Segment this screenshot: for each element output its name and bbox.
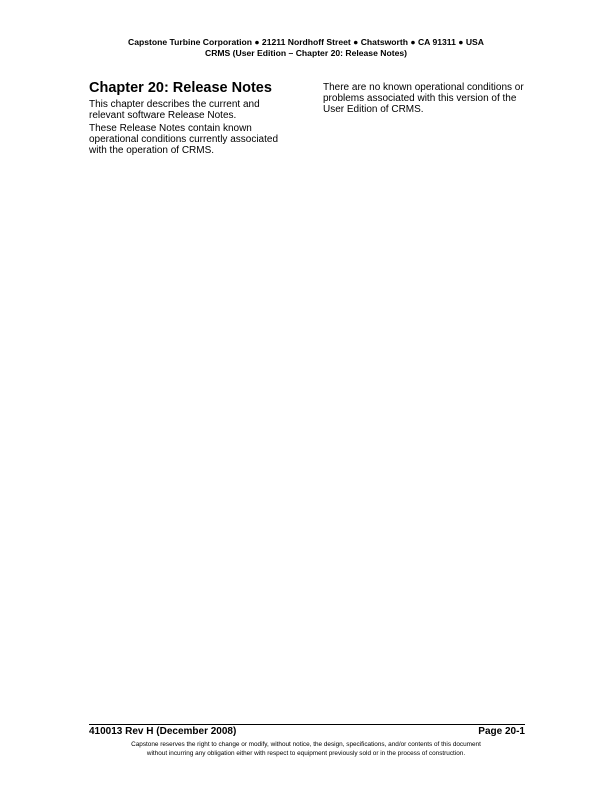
release-notes-paragraph: These Release Notes contain known operational conditions currently associated with the operation of CRMS.: [89, 123, 278, 156]
header-document-title: CRMS (User Edition – Chapter 20: Release Notes): [204, 48, 407, 58]
known-conditions-paragraph: There are no known operational conditions or problems associated with this version of the User Edition of CRMS.: [323, 82, 524, 115]
page-footer: [89, 726, 525, 738]
intro-paragraph: This chapter describes the current and relevant software Release Notes.: [89, 99, 260, 121]
disclaimer-line-2: without incurring any obligation either with respect to equipment previously sold or in the process of construction.: [146, 750, 466, 757]
header-company-address: Capstone Turbine Corporation ● 21211 Nordhoff Street ● Chatsworth ● CA 91311 ● USA: [128, 37, 484, 47]
left-column: [89, 80, 294, 158]
footer-disclaimer: [0, 740, 612, 758]
chapter-title: Chapter 20: Release Notes: [89, 80, 272, 96]
page-number: Page 20-1: [478, 726, 525, 737]
footer-divider: [89, 724, 525, 725]
right-column: [323, 82, 528, 117]
disclaimer-line-1: Capstone reserves the right to change or modify, without notice, the design, specifications, and/or contents of this document: [131, 741, 481, 748]
page-header: [0, 37, 612, 59]
document-id: 410013 Rev H (December 2008): [89, 726, 237, 737]
